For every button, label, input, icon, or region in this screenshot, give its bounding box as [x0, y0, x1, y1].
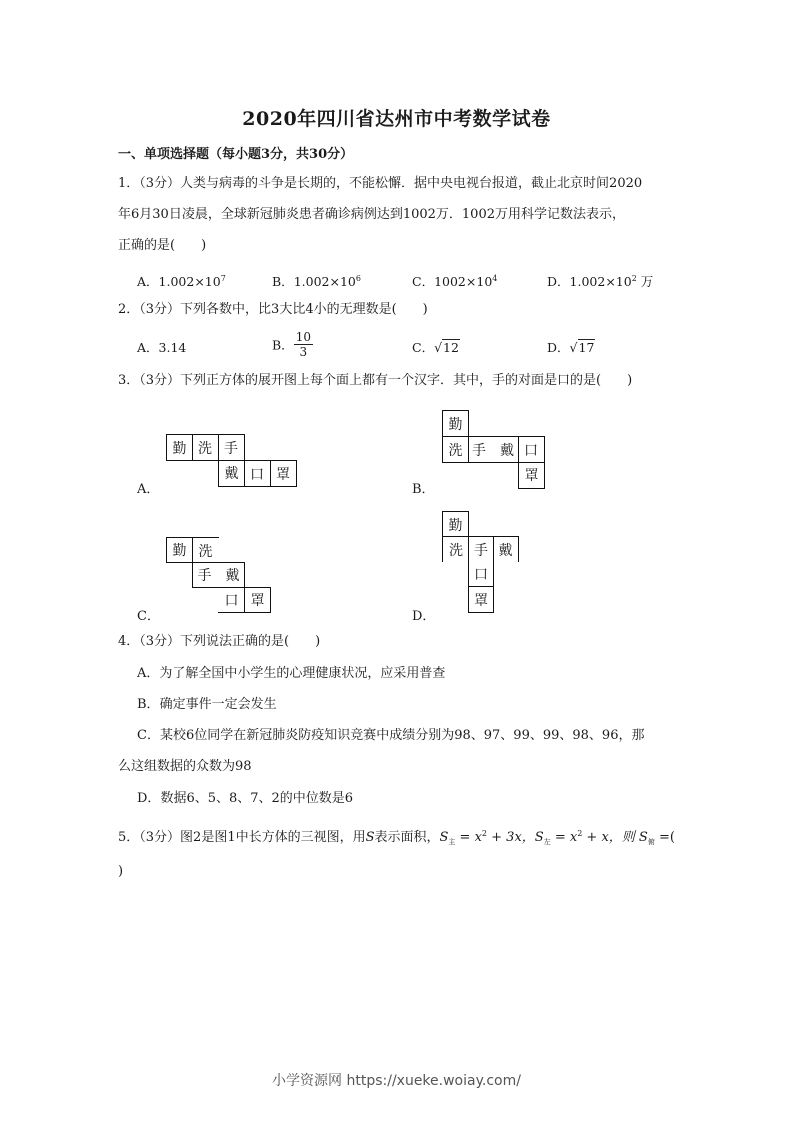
- question-text: 下列各数中，比3大比4小的无理数是( ): [180, 302, 428, 317]
- question-number: 4．（3分）: [118, 634, 181, 649]
- sqrt-symbol: √17: [569, 340, 595, 355]
- question-text-line: 人类与病毒的斗争是长期的，不能松懈．据中央电视台报道，截止北京时间2020: [180, 176, 643, 191]
- footer-watermark: 小学资源网 https://xueke.woiay.com/: [272, 1073, 521, 1089]
- net-cell: 勤: [166, 537, 193, 563]
- sqrt-symbol: √12: [434, 340, 459, 355]
- net-cell: 勤: [166, 434, 193, 461]
- question-text-line: 年6月30日凌晨，全球新冠肺炎患者确诊病例达到1002万．1002万用科学记数法表示，: [118, 207, 625, 222]
- net-cell: 洗: [442, 536, 469, 562]
- net-cell: 戴: [493, 536, 519, 562]
- net-cell: 罩: [244, 587, 271, 613]
- question-number: 5．（3分）: [118, 830, 181, 845]
- net-cell: 手 戴: [192, 562, 245, 588]
- section-heading: 一、单项选择题（每小题3分，共30分）: [118, 147, 354, 162]
- question-text: 下列正方体的展开图上每个面上都有一个汉字．其中，手的对面是口的是( ): [180, 373, 633, 388]
- net-cell: 洗: [192, 537, 219, 563]
- net-cell: 手 戴: [468, 436, 519, 463]
- option-d[interactable]: D．: [412, 609, 436, 624]
- net-cell: 口: [468, 561, 494, 587]
- fraction: $\frac{10}{3}$: [295, 330, 311, 359]
- option-a[interactable]: A．3.14: [137, 340, 187, 355]
- option-d[interactable]: D．数据6、5、8、7、2的中位数是6: [137, 791, 354, 806]
- question-number: 1．（3分）: [118, 176, 181, 191]
- page-title: 2020年四川省达州市中考数学试卷: [242, 108, 551, 130]
- option-c[interactable]: C．√12: [412, 340, 459, 355]
- question-number: 2．（3分）: [118, 302, 181, 317]
- option-c[interactable]: C．某校6位同学在新冠肺炎防疫知识竞赛中成绩分别为98、97、99、99、98、96，那: [137, 728, 645, 743]
- net-cell: 洗: [192, 434, 219, 461]
- option-c-continued: 么这组数据的众数为98: [118, 759, 252, 774]
- option-c[interactable]: C．: [137, 609, 160, 624]
- net-cell: 戴: [218, 460, 245, 487]
- question-number: 3．（3分）: [118, 373, 181, 388]
- option-d[interactable]: D．√17: [547, 340, 595, 355]
- net-cell: 罩: [518, 462, 545, 489]
- question-close-paren: ): [118, 864, 124, 879]
- option-c[interactable]: C．$1002\times 10^4$: [412, 274, 498, 289]
- net-cell: 罩: [468, 586, 494, 613]
- net-cell: 洗: [442, 436, 469, 463]
- option-b[interactable]: B． $\frac{10}{3}$: [272, 330, 311, 359]
- option-b[interactable]: B．$1.002\times 10^6$: [272, 274, 361, 289]
- net-cell: 勤: [442, 410, 469, 437]
- net-cell: 罩: [270, 460, 297, 487]
- option-b[interactable]: B．: [412, 482, 435, 497]
- option-d[interactable]: D．$1.002\times 10^2$ 万: [547, 274, 654, 289]
- net-cell: 手: [218, 434, 245, 461]
- net-cell: 口: [218, 587, 245, 613]
- question-text: 下列说法正确的是( ): [180, 634, 321, 649]
- option-a[interactable]: A．$1.002\times 10^7$: [137, 274, 226, 289]
- option-a[interactable]: A．: [137, 482, 160, 497]
- net-cell: 口: [244, 460, 271, 487]
- option-b[interactable]: B．确定事件一定会发生: [137, 697, 277, 712]
- net-cell: 勤: [442, 511, 469, 537]
- net-cell: 手: [468, 536, 494, 562]
- question-text-line: 正确的是( ): [118, 238, 207, 253]
- option-a[interactable]: A．为了解全国中小学生的心理健康状况，应采用普查: [137, 666, 446, 681]
- net-cell: 口: [518, 436, 545, 463]
